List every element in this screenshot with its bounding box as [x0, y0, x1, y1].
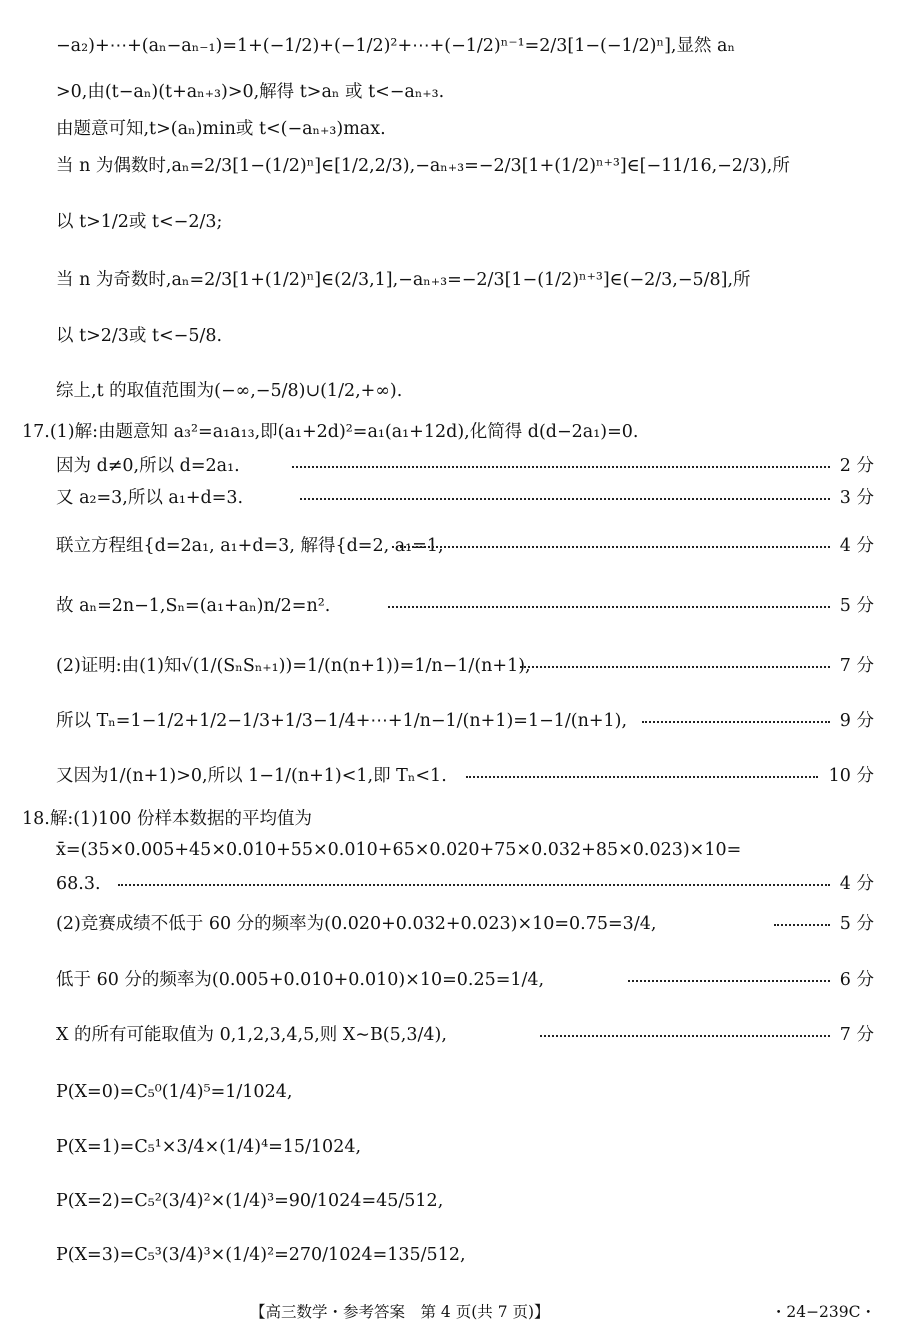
line-text: 综上,t 的取值范围为(−∞,−5/8)∪(1/2,+∞).	[56, 381, 403, 401]
line-text: 68.3.	[56, 874, 101, 894]
dot-leader	[540, 1035, 830, 1037]
line-text: 因为 d≠0,所以 d=2a₁.	[56, 456, 240, 476]
score-label: 5 分	[839, 914, 874, 934]
line-text: (2)竞赛成绩不低于 60 分的频率为(0.020+0.032+0.023)×10=0.75=3/4,	[56, 914, 657, 934]
dot-leader	[292, 466, 830, 468]
score-label: 4 分	[839, 874, 874, 894]
footer-code: ・24−239C・	[770, 1303, 876, 1321]
line-text: 低于 60 分的频率为(0.005+0.010+0.010)×10=0.25=1/4,	[56, 970, 545, 990]
line-text: 以 t>2/3或 t<−5/8.	[56, 326, 223, 346]
footer-title: 【高三数学・参考答案 第 4 页(共 7 页)】	[250, 1303, 550, 1321]
line-text: 由题意可知,t>(aₙ)min或 t<(−aₙ₊₃)max.	[56, 119, 386, 139]
dot-leader	[392, 546, 830, 548]
dot-leader	[642, 721, 830, 723]
score-label: 4 分	[839, 536, 874, 556]
score-label: 10 分	[828, 766, 874, 786]
dot-leader	[300, 498, 830, 500]
line-text: 当 n 为奇数时,aₙ=2/3[1+(1/2)ⁿ]∈(2/3,1],−aₙ₊₃=−2/3[1−(1/2)ⁿ⁺³]∈(−2/3,−5/8],所	[56, 270, 751, 290]
line-text: 联立方程组{d=2a₁, a₁+d=3, 解得{d=2, a₁=1,	[56, 536, 444, 556]
dot-leader	[628, 980, 830, 982]
score-label: 7 分	[839, 1025, 874, 1045]
line-text: 又因为1/(n+1)>0,所以 1−1/(n+1)<1,即 Tₙ<1.	[56, 766, 447, 786]
line-text: (2)证明:由(1)知√(1/(SₙSₙ₊₁))=1/(n(n+1))=1/n−1/(n+1),	[56, 656, 531, 676]
dot-leader	[466, 776, 818, 778]
dot-leader	[520, 666, 830, 668]
line-text: 又 a₂=3,所以 a₁+d=3.	[56, 488, 244, 508]
score-label: 3 分	[839, 488, 874, 508]
score-label: 7 分	[839, 656, 874, 676]
score-label: 9 分	[839, 711, 874, 731]
line-text: −a₂)+⋯+(aₙ−aₙ₋₁)=1+(−1/2)+(−1/2)²+⋯+(−1/2)ⁿ⁻¹=2/3[1−(−1/2)ⁿ],显然 aₙ	[56, 36, 736, 56]
score-label: 5 分	[839, 596, 874, 616]
line-text: P(X=2)=C₅²(3/4)²×(1/4)³=90/1024=45/512,	[56, 1191, 444, 1211]
line-text: x̄=(35×0.005+45×0.010+55×0.010+65×0.020+75×0.032+85×0.023)×10=	[56, 840, 742, 860]
line-text: P(X=0)=C₅⁰(1/4)⁵=1/1024,	[56, 1082, 293, 1102]
line-text: 以 t>1/2或 t<−2/3;	[56, 212, 223, 232]
line-text: 18.解:(1)100 份样本数据的平均值为	[22, 809, 312, 829]
line-text: P(X=1)=C₅¹×3/4×(1/4)⁴=15/1024,	[56, 1137, 362, 1157]
score-label: 6 分	[839, 970, 874, 990]
dot-leader	[388, 606, 830, 608]
line-text: 故 aₙ=2n−1,Sₙ=(a₁+aₙ)n/2=n².	[56, 596, 331, 616]
dot-leader	[118, 884, 830, 886]
line-text: 当 n 为偶数时,aₙ=2/3[1−(1/2)ⁿ]∈[1/2,2/3),−aₙ₊₃=−2/3[1+(1/2)ⁿ⁺³]∈[−11/16,−2/3),所	[56, 156, 790, 176]
line-text: P(X=3)=C₅³(3/4)³×(1/4)²=270/1024=135/512,	[56, 1245, 466, 1265]
dot-leader	[774, 924, 830, 926]
line-text: X 的所有可能取值为 0,1,2,3,4,5,则 X∼B(5,3/4),	[56, 1025, 447, 1045]
line-text: >0,由(t−aₙ)(t+aₙ₊₃)>0,解得 t>aₙ 或 t<−aₙ₊₃.	[56, 82, 445, 102]
line-text: 17.(1)解:由题意知 a₃²=a₁a₁₃,即(a₁+2d)²=a₁(a₁+12d),化简得 d(d−2a₁)=0.	[22, 422, 639, 442]
line-text: 所以 Tₙ=1−1/2+1/2−1/3+1/3−1/4+⋯+1/n−1/(n+1)=1−1/(n+1),	[56, 711, 628, 731]
score-label: 2 分	[839, 456, 874, 476]
